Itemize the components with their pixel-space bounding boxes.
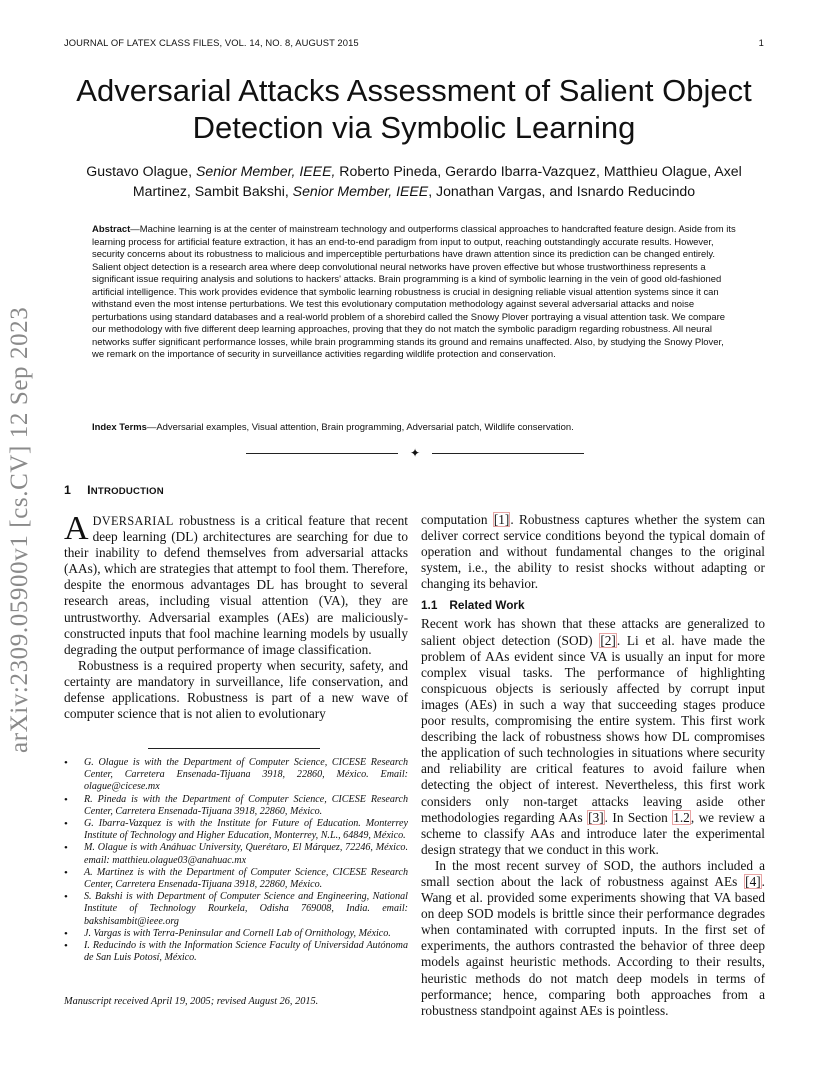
smallcaps-word: DVERSARIAL [92,514,174,528]
footnote-item: • S. Bakshi is with Department of Computer Science and Engineering, National Institute of Technology Rourkela, Odisha 769008, India. email: bakshisambit@ieee.org [64,891,408,928]
text-run: . Wang et al. provided some experiments showing that VA based on deep SOD models is brittle since their performance degrades when contaminated with corrupted inputs. In the first set of experiments, the authors contrasted the behavior of three deep models against heuristic methods. According to their results, heuristic methods do not match deep models in terms of performance; hence, comparing both approaches from a robustness standpoint against AEs is pointless. [421,873,765,1018]
running-header [64,37,764,51]
footnote-item: • J. Vargas is with Terra-Peninsular and Cornell Lab of Ornithology, México. [64,928,408,940]
index-terms [92,422,736,435]
author-role: Senior Member, IEEE, [195,163,336,179]
section-title-rest: NTRODUCTION [90,486,164,497]
diamond-icon: ✦ [410,446,421,460]
footnote-item: • G. Olague is with the Department of Computer Science, CICESE Research Center, Carretera Ensenada-Tijuana 3918, 22860, México. Email: olague@cicese.mx [64,757,408,794]
text-run: Recent work has shown that these attacks are generalized to salient object detection (SOD) [421,616,765,648]
page-number: 1 [758,37,764,48]
subsection-number: 1.1 [421,598,438,613]
citation-link[interactable]: [4] [745,873,761,889]
text-run: . Robustness captures whether the system can deliver correct service conditions beyond the typical domain of operation and without fundamental changes to the original system, i.e., the ability to resist shocks without adapting or changing its behavior. [421,512,765,592]
section-heading-introduction [64,482,408,500]
divider-rule-right [432,453,584,454]
text-run: In the most recent survey of SOD, the authors included a small section about the lack of robustness against AEs [421,857,765,889]
footnote-item: • G. Ibarra-Vazquez is with the Institute for Future of Education. Monterrey Institute of Technology and Higher Education, Monterrey, N.L., 64849, México. [64,818,408,842]
right-column [421,512,765,1019]
left-column [64,482,408,722]
footnote-item: • R. Pineda is with the Department of Computer Science, CICESE Research Center, Carretera Ensenada-Tijuana 3918, 22860, México. [64,794,408,818]
section-number: 1 [64,483,72,497]
author-role: Senior Member, IEEE [292,183,429,199]
paper-title: Adversarial Attacks Assessment of Salient Object Detection via Symbolic Learning [76,73,752,145]
citation-link[interactable]: [3] [588,809,604,825]
footnote-item: • M. Olague is with Anáhuac University, Querétaro, El Márquez, 72246, México. email: matthieu.olague03@anahuac.mx [64,842,408,866]
text-run: . Li et al. have made the problem of AAs evident since VA is usually an input for more complex visual tasks. The performance of highlighting conspicuous objects is seriously affected by corrupt input images (AEs) in such a way that succeeding stages produce poor results, compromising the entire system. This first work describing the lack of robustness shows how DL compromises the application of such technologies in situations where security and reliability are critical features to avoid failure when detecting the object of interest. Nevertheless, this first work considers only non-target attacks leaving aside other methodologies regarding AAs [421,632,765,825]
paragraph-text: robustness is a critical feature that recent deep learning (DL) architectures are searching for due to their inability to defend themselves from adversarial attacks (AAs), which are strategies that attempt to fool them. Therefore, despite the enormous advantages DL has brought to several research areas, including visual attention (VA), they are untrustworthy. Adversarial examples (AEs) are maliciously-constructed inputs that fool machine learning models by usually degrading the output performance of image classification. [64,513,408,657]
author-name: , Jonathan Vargas, and Isnardo Reducindo [428,183,696,199]
abstract [92,224,736,362]
text-run: computation [421,512,493,527]
abstract-text: —Machine learning is at the center of mainstream technology and outperforms classical approaches to handcrafted feature design. Aside from its learning process for artificial feature extraction, it has an end-to-end paradigm from input to output, reaching outstandingly accurate results. However, security concerns about its robustness to malicious and imperceptible perturbations have drawn attention since its prediction can be changed entirely. Salient object detection is a research area where deep convolutional neural networks have proven effective but whose trustworthiness represents a significant issue requiring analysis and solutions to hackers' attacks. Brain programming is a kind of symbolic learning in the vein of good old-fashioned artificial intelligence. This work provides evidence that symbolic learning robustness is crucial in designing reliable visual attention systems since it can withstand even the most intense perturbations. We test this evolutionary computation methodology against several adversarial attacks and noise perturbations using standard databases and a real-world problem of a shorebird called the Snowy Plover portraying a visual attention task. We compare our methodology with five different deep learning approaches, proving that they do not match the symbolic paradigm regarding robustness. All neural networks suffer significant performance losses, while brain programming stands its ground and remains unaffected. Also, by studying the Snowy Plover, we remark on the importance of security in surveillance activities regarding wildlife protection and conservation. [92,224,736,361]
journal-name: JOURNAL OF LATEX CLASS FILES, VOL. 14, NO. 8, AUGUST 2015 [64,37,359,48]
author-name: Gustavo Olague, [86,163,196,179]
paragraph: Robustness is a required property when security, safety, and certainty are mandatory in surveillance, life conservation, and defense applications. Robustness is part of a new wave of computer science that is not alien to evolutionary [64,657,408,722]
author-name: Roberto Pineda, Gerardo Ibarra-Vazquez, Matthieu Olague, Axel Martinez, Sambit Bakshi, [132,163,742,199]
citation-link[interactable]: [1] [493,512,510,527]
index-terms-text: —Adversarial examples, Visual attention, Brain programming, Adversarial patch, Wildlife conservation. [146,422,574,433]
author-list [64,161,764,201]
footnotes [64,757,408,964]
abstract-label: Abstract [92,224,131,235]
footnote-rule [148,748,320,749]
subsection-title: Related Work [449,598,525,613]
text-run: , we review a scheme to classify AAs and introduce later the experimental design strategy that we conduct in this work. [421,809,765,857]
section-link[interactable]: 1.2 [673,809,690,825]
index-terms-label: Index Terms [92,422,147,433]
divider-rule-left [246,453,398,454]
section-title-first: I [87,483,91,497]
paragraph [421,512,765,592]
footnote-item: • I. Reducindo is with the Information Science Faculty of Universidad Autónoma de San Luis Potosí, México. [64,940,408,964]
footnote-item: • A. Martinez is with the Department of Computer Science, CICESE Research Center, Carretera Ensenada-Tijuana 3918, 22860, México. [64,867,408,891]
citation-link[interactable]: [2] [600,632,616,648]
paragraph [64,510,408,658]
paragraph [421,858,765,1019]
section-divider [246,448,584,458]
drop-cap: A [64,510,89,547]
arxiv-stamp: arXiv:2309.05900v1 [cs.CV] 12 Sep 2023 [6,306,33,754]
paragraph [421,616,765,857]
subsection-heading-related-work [421,597,765,613]
text-run: . In Section [604,809,673,825]
manuscript-note: Manuscript received April 19, 2005; revised August 26, 2015. [64,996,319,1007]
